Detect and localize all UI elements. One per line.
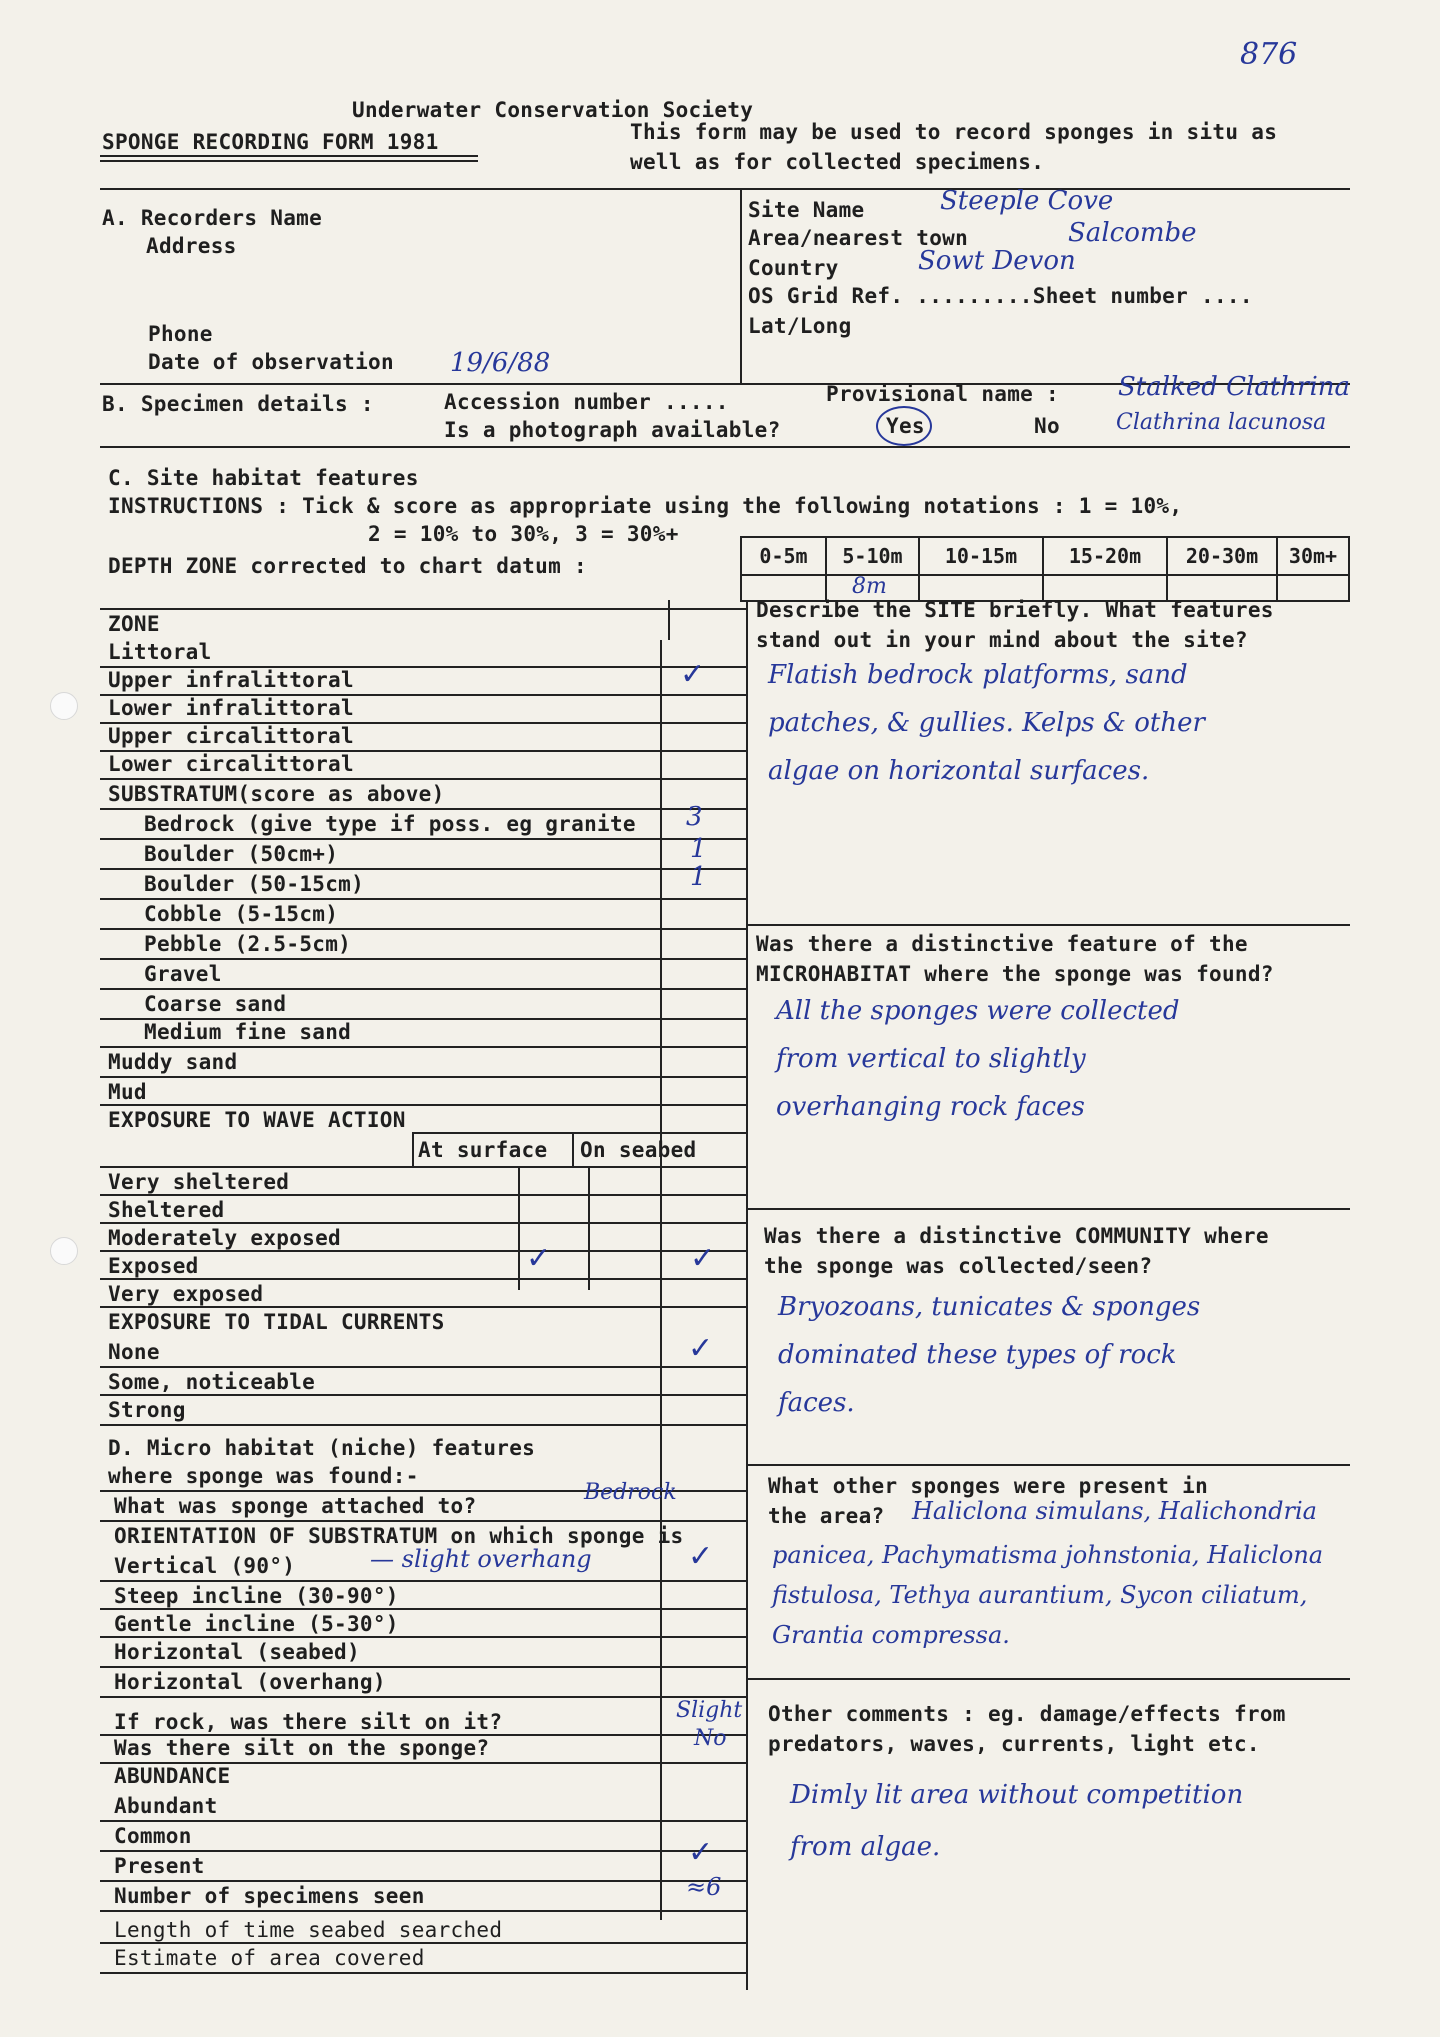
comments-question-line2: predators, waves, currents, light etc. xyxy=(768,1732,1260,1756)
zone-upper-infralittoral: Upper infralittoral xyxy=(108,668,354,692)
ab-line-3 xyxy=(100,1910,748,1912)
comments-question-line1: Other comments : eg. damage/effects from xyxy=(768,1702,1286,1726)
orientation-gentle: Gentle incline (5-30°) xyxy=(114,1612,399,1636)
exposure-head-left xyxy=(412,1132,414,1166)
silt-sponge-label: Was there silt on the sponge? xyxy=(114,1736,490,1760)
specimens-label: Number of specimens seen xyxy=(114,1884,425,1908)
provisional-name-value: Stalked Clathrina xyxy=(1118,372,1351,402)
community-question-line1: Was there a distinctive COMMUNITY where xyxy=(764,1224,1269,1248)
specimens-value: ≈6 xyxy=(686,1873,722,1901)
depth-col-10-15m: 10-15m xyxy=(944,544,1018,568)
area-value: Salcombe xyxy=(1068,218,1197,248)
form-title-underline-2 xyxy=(100,160,478,162)
tidal-label: EXPOSURE TO TIDAL CURRENTS xyxy=(108,1310,445,1334)
other-sponges-question-line1: What other sponges were present in xyxy=(768,1474,1209,1498)
or-line-4 xyxy=(100,1696,748,1698)
zone-label: ZONE xyxy=(108,612,160,636)
other-sponges-answer-line1: Haliclona simulans, Halichondria xyxy=(912,1497,1317,1525)
depth-col-5-10m: 5-10m xyxy=(842,544,903,568)
time-searched-label: Length of time seabed searched xyxy=(114,1918,503,1942)
country-value: Sowt Devon xyxy=(918,246,1076,276)
punch-hole-bottom xyxy=(50,1237,78,1265)
exposure-col-seabed xyxy=(588,1166,590,1290)
exposure-exposed: Exposed xyxy=(108,1254,199,1278)
tidal-none-tick: ✓ xyxy=(688,1331,714,1366)
sub-coarse-sand: Coarse sand xyxy=(144,992,287,1016)
micro-habitat-title: D. Micro habitat (niche) features xyxy=(108,1436,536,1460)
micro-habitat-subtitle: where sponge was found:- xyxy=(108,1464,419,1488)
divider-a-vertical xyxy=(740,188,742,383)
provisional-name-label: Provisional name : xyxy=(826,382,1059,406)
abundance-common: Common xyxy=(114,1824,192,1848)
orientation-horizontal-overhang: Horizontal (overhang) xyxy=(114,1670,386,1694)
phone-label: Phone xyxy=(148,322,213,346)
micro-answer-line3: overhanging rock faces xyxy=(776,1092,1085,1122)
depth-col-30m-plus: 30m+ xyxy=(1288,544,1338,568)
silt-sponge-value: No xyxy=(694,1726,727,1751)
area-label: Area/nearest town xyxy=(748,226,969,250)
sub-bedrock: Bedrock (give type if poss. eg granite xyxy=(144,812,636,836)
punch-hole-top xyxy=(50,692,78,720)
form-note-line1: This form may be used to record sponges in situ as xyxy=(630,120,1278,144)
exposure-head-mid xyxy=(572,1132,574,1166)
sub-line-7 xyxy=(100,1046,748,1048)
photo-yes-circle xyxy=(876,406,932,446)
exposed-seabed-tick: ✓ xyxy=(690,1241,716,1276)
page-number: 876 xyxy=(1240,37,1298,72)
site-answer-line2: patches, & gullies. Kelps & other xyxy=(768,708,1205,738)
sub-gravel: Gravel xyxy=(144,962,222,986)
instructions-line2: 2 = 10% to 30%, 3 = 30%+ xyxy=(368,522,679,546)
abundance-label: ABUNDANCE xyxy=(114,1764,231,1788)
sub-bedrock-score: 3 xyxy=(686,802,703,832)
exposure-head-bottom xyxy=(100,1166,748,1168)
right-divider-micro xyxy=(746,924,1350,926)
site-answer-line1: Flatish bedrock platforms, sand xyxy=(768,660,1188,690)
site-name-value: Steeple Cove xyxy=(940,186,1114,216)
instructions-line1: INSTRUCTIONS : Tick & score as appropriate using the following notations : 1 = 10%, xyxy=(108,494,1183,518)
photo-no-option: No xyxy=(1034,414,1060,438)
zone-line-4 xyxy=(100,778,748,780)
other-sponges-question-line2: the area? xyxy=(768,1504,885,1528)
date-value: 19/6/88 xyxy=(450,348,551,378)
zone-upper-circalittoral: Upper circalittoral xyxy=(108,724,354,748)
tidal-none: None xyxy=(108,1340,160,1364)
site-question-line2: stand out in your mind about the site? xyxy=(756,628,1248,652)
zone-lower-infralittoral: Lower infralittoral xyxy=(108,696,354,720)
zone-littoral: Littoral xyxy=(108,640,212,664)
orientation-label: ORIENTATION OF SUBSTRATUM on which sponge is xyxy=(114,1524,684,1548)
micro-answer-line2: from vertical to slightly xyxy=(776,1044,1086,1074)
right-divider-community xyxy=(746,1208,1350,1210)
silt-rock-label: If rock, was there silt on it? xyxy=(114,1710,503,1734)
ab-line-2 xyxy=(100,1880,748,1882)
exposure-head-top xyxy=(412,1132,748,1134)
score-col-left-border-2 xyxy=(668,600,670,640)
sub-boulder-small: Boulder (50-15cm) xyxy=(144,872,365,896)
comments-answer-line1: Dimly lit area without competition xyxy=(790,1780,1244,1810)
form-note-line2: well as for collected specimens. xyxy=(630,150,1045,174)
sub-mud: Mud xyxy=(108,1080,147,1104)
exposure-at-surface: At surface xyxy=(418,1138,548,1162)
sub-line-1 xyxy=(100,868,748,870)
divider-c-top xyxy=(100,446,1350,448)
depth-col-20-30m: 20-30m xyxy=(1185,544,1259,568)
micro-question-line2: MICROHABITAT where the sponge was found? xyxy=(756,962,1274,986)
sub-boulder-large-score: 1 xyxy=(690,834,707,864)
depth-zone-label: DEPTH ZONE corrected to chart datum : xyxy=(108,554,587,578)
exp-line-2 xyxy=(100,1250,748,1252)
community-answer-line3: faces. xyxy=(778,1388,855,1418)
site-answer-line3: algae on horizontal surfaces. xyxy=(768,756,1150,786)
depth-table-top xyxy=(740,536,1350,538)
depth-value: 8m xyxy=(852,574,887,599)
micro-answer-line1: All the sponges were collected xyxy=(776,996,1180,1026)
depth-col-line-6 xyxy=(1348,536,1350,600)
orientation-steep: Steep incline (30-90°) xyxy=(114,1584,399,1608)
exposed-surface-tick: ✓ xyxy=(526,1241,552,1276)
orientation-vertical-tick: ✓ xyxy=(688,1539,714,1574)
site-habitat-title: C. Site habitat features xyxy=(108,466,419,490)
exposure-label: EXPOSURE TO WAVE ACTION xyxy=(108,1108,406,1132)
latlong-label: Lat/Long xyxy=(748,314,852,338)
photo-yes-option: Yes xyxy=(886,414,925,438)
sub-line-0 xyxy=(100,838,748,840)
exposure-col-surface xyxy=(518,1166,520,1290)
ab-line-1 xyxy=(100,1850,748,1852)
recorders-name-label: A. Recorders Name xyxy=(102,206,323,230)
sub-line-4 xyxy=(100,958,748,960)
exp-line-4 xyxy=(100,1306,748,1308)
zone-upper-infralittoral-tick: ✓ xyxy=(680,657,706,692)
depth-table-mid xyxy=(740,574,1350,576)
sub-line-9 xyxy=(100,1104,748,1106)
community-question-line2: the sponge was collected/seen? xyxy=(764,1254,1153,1278)
provisional-name-species: Clathrina lacunosa xyxy=(1116,410,1327,435)
accession-label: Accession number ..... xyxy=(444,390,729,414)
sub-line-2 xyxy=(100,898,748,900)
sub-line-8 xyxy=(100,1076,748,1078)
other-sponges-answer-line3: fistulosa, Tethya aurantium, Sycon ciliatum, xyxy=(772,1581,1308,1609)
date-label: Date of observation xyxy=(148,350,394,374)
d-line-attached xyxy=(100,1520,748,1522)
attached-value: Bedrock xyxy=(584,1480,677,1505)
comments-answer-line2: from algae. xyxy=(790,1832,941,1862)
ab-line-5 xyxy=(100,1972,748,1974)
exposure-very-exposed: Very exposed xyxy=(108,1282,264,1306)
divider-a-top xyxy=(100,188,1350,190)
or-line-1 xyxy=(100,1608,748,1610)
tidal-strong: Strong xyxy=(108,1398,186,1422)
sub-pebble: Pebble (2.5-5cm) xyxy=(144,932,352,956)
ab-line-0 xyxy=(100,1820,748,1822)
substratum-label: SUBSTRATUM(score as above) xyxy=(108,782,445,806)
or-line-0 xyxy=(100,1580,748,1582)
tidal-line-1 xyxy=(100,1394,748,1396)
country-label: Country xyxy=(748,256,839,280)
orientation-vertical-note: — slight overhang xyxy=(370,1545,592,1573)
orientation-horizontal-seabed: Horizontal (seabed) xyxy=(114,1640,360,1664)
score-col-left-border xyxy=(660,640,662,1920)
community-answer-line2: dominated these types of rock xyxy=(778,1340,1177,1370)
sub-medium-fine-sand: Medium fine sand xyxy=(144,1020,352,1044)
society-name: Underwater Conservation Society xyxy=(352,98,754,122)
exp-line-3 xyxy=(100,1278,748,1280)
sub-cobble: Cobble (5-15cm) xyxy=(144,902,339,926)
tidal-some: Some, noticeable xyxy=(108,1370,316,1394)
tidal-line-0 xyxy=(100,1366,748,1368)
or-line-2 xyxy=(100,1636,748,1638)
sub-boulder-large: Boulder (50cm+) xyxy=(144,842,339,866)
attached-label: What was sponge attached to? xyxy=(114,1494,477,1518)
depth-col-0-5m: 0-5m xyxy=(759,544,808,568)
right-divider-other xyxy=(746,1464,1350,1466)
sub-line-head xyxy=(100,808,748,810)
community-answer-line1: Bryozoans, tunicates & sponges xyxy=(778,1292,1201,1322)
other-sponges-answer-line2: panicea, Pachymatisma johnstonia, Haliclona xyxy=(772,1541,1324,1569)
sub-muddy-sand: Muddy sand xyxy=(108,1050,238,1074)
right-divider-comments xyxy=(746,1678,1350,1680)
ab-line-4 xyxy=(100,1942,748,1944)
other-sponges-answer-line4: Grantia compressa. xyxy=(772,1621,1010,1649)
exp-line-0 xyxy=(100,1194,748,1196)
site-name-label: Site Name xyxy=(748,198,865,222)
depth-col-15-20m: 15-20m xyxy=(1068,544,1142,568)
sub-boulder-small-score: 1 xyxy=(690,862,707,892)
silt-rock-value: Slight xyxy=(676,1698,743,1723)
exposure-moderately-exposed: Moderately exposed xyxy=(108,1226,341,1250)
photo-label: Is a photograph available? xyxy=(444,418,781,442)
abundance-abundant: Abundant xyxy=(114,1794,218,1818)
address-label: Address xyxy=(146,234,237,258)
zone-lower-circalittoral: Lower circalittoral xyxy=(108,752,354,776)
exp-line-1 xyxy=(100,1222,748,1224)
exposure-sheltered: Sheltered xyxy=(108,1198,225,1222)
form-title: SPONGE RECORDING FORM 1981 xyxy=(102,130,439,154)
orientation-vertical: Vertical (90°) xyxy=(114,1554,296,1578)
or-line-3 xyxy=(100,1666,748,1668)
abundance-present-tick: ✓ xyxy=(688,1835,714,1870)
specimen-details-label: B. Specimen details : xyxy=(102,392,374,416)
tidal-line-2 xyxy=(100,1424,748,1426)
sub-line-3 xyxy=(100,928,748,930)
area-covered-label: Estimate of area covered xyxy=(114,1946,425,1970)
exposure-on-seabed: On seabed xyxy=(580,1138,697,1162)
exposure-very-sheltered: Very sheltered xyxy=(108,1170,290,1194)
abundance-present: Present xyxy=(114,1854,205,1878)
site-question-line1: Describe the SITE briefly. What features xyxy=(756,598,1274,622)
form-title-underline xyxy=(100,155,478,157)
zone-table-top xyxy=(100,608,748,610)
grid-ref-label: OS Grid Ref. .........Sheet number .... xyxy=(748,284,1253,308)
sub-line-5 xyxy=(100,988,748,990)
micro-question-line1: Was there a distinctive feature of the xyxy=(756,932,1248,956)
